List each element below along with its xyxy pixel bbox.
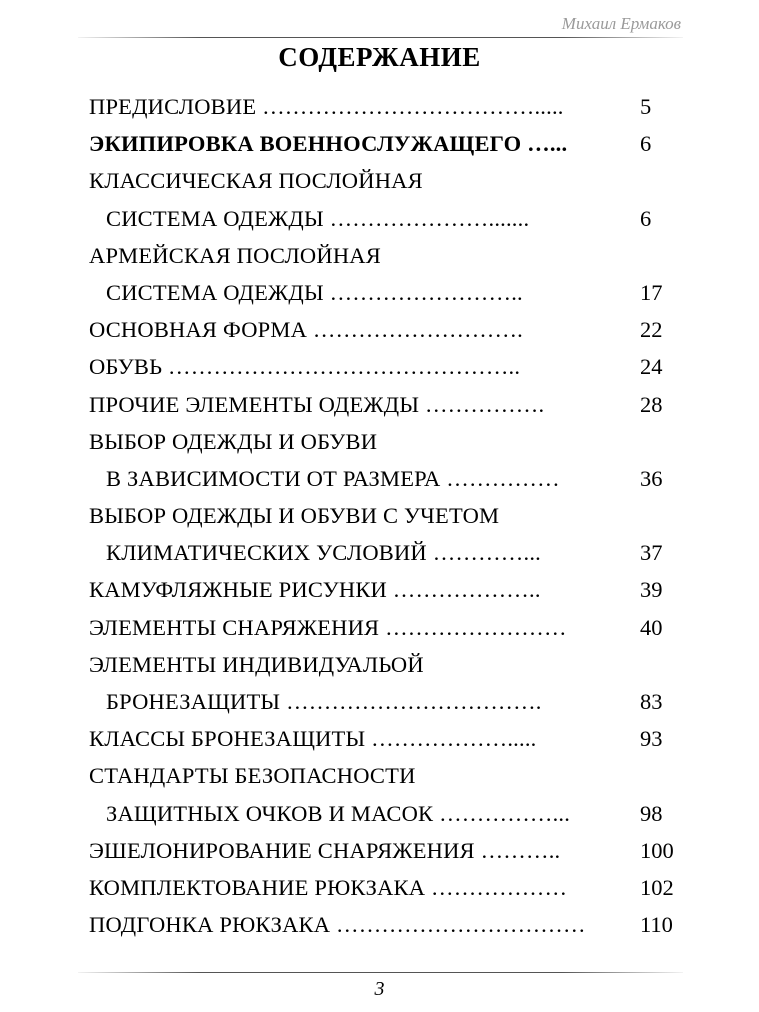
toc-entry-page: 6 [640,205,652,231]
toc-entry-page: 110 [640,912,673,938]
page-number: 3 [374,978,385,1000]
toc-entry-text: ПРОЧИЕ ЭЛЕМЕНТЫ ОДЕЖДЫ ……………. [89,391,545,417]
toc-entry-page: 100 [640,837,674,863]
toc-entry-page: 5 [640,94,652,119]
toc-entry-page: 22 [640,317,663,343]
toc-entry-page: 17 [640,279,663,305]
toc-entry-text: ЭЛЕМЕНТЫ СНАРЯЖЕНИЯ …………………… [89,614,567,640]
toc-entry-eyewear-standards-2 [89,795,683,832]
toc-entry-text: КЛИМАТИЧЕСКИХ УСЛОВИЙ …………... [106,540,541,566]
toc-entry-page: 6 [640,131,652,157]
toc-entry-body-armor-1 [89,646,683,683]
toc-entry-size-choice-1 [89,423,683,460]
toc-entry-text: ЭЛЕМЕНТЫ ИНДИВИДУАЛЬОЙ [89,651,424,677]
toc-entry-page: 39 [640,577,663,603]
footer-rule [78,972,683,973]
toc-entry-footwear [89,348,683,385]
toc-entry-text: ЭКИПИРОВКА ВОЕННОСЛУЖАЩЕГО …... [89,131,568,157]
toc-entry-armor-classes [89,720,683,757]
header-rule [78,37,683,38]
toc-entry-text: ЭШЕЛОНИРОВАНИЕ СНАРЯЖЕНИЯ ……….. [89,837,561,863]
toc-entry-text: АРМЕЙСКАЯ ПОСЛОЙНАЯ [89,242,381,268]
toc-entry-page: 37 [640,540,663,566]
toc-entry-page: 83 [640,689,663,714]
toc-entry-text: ВЫБОР ОДЕЖДЫ И ОБУВИ С УЧЕТОМ [89,503,500,529]
toc-entry-text: БРОНЕЗАЩИТЫ ……………………………. [106,689,542,714]
toc-entry-climate-choice-1 [89,497,683,534]
toc-entry-text: ЗАЩИТНЫХ ОЧКОВ И МАСОК ……………... [106,800,571,826]
running-header-author: Михаил Ермаков [561,14,681,33]
table-of-contents [89,88,683,943]
toc-entry-backpack-packing [89,869,683,906]
toc-entry-army-layered-1 [89,237,683,274]
toc-entry-other-clothing [89,386,683,423]
toc-entry-text: КАМУФЛЯЖНЫЕ РИСУНКИ ……………….. [89,577,541,603]
toc-entry-size-choice-2 [89,460,683,497]
toc-entry-text: СИСТЕМА ОДЕЖДЫ …………………….. [106,279,523,305]
toc-entry-backpack-fitting [89,906,683,943]
toc-entry-climate-choice-2 [89,534,683,571]
page-title: СОДЕРЖАНИЕ [278,42,481,72]
toc-entry-text: ПРЕДИСЛОВИЕ ………………………………..... [89,94,564,119]
toc-entry-text: В ЗАВИСИМОСТИ ОТ РАЗМЕРА …………… [106,465,560,491]
toc-entry-page: 40 [640,614,663,640]
toc-entry-body-armor-2 [89,683,683,720]
toc-entry-text: ОБУВЬ ……………………………………….. [89,354,521,380]
toc-entry-text: ОСНОВНАЯ ФОРМА ………………………. [89,317,523,343]
toc-entry-page: 28 [640,391,663,417]
toc-entry-page: 93 [640,726,663,752]
toc-entry-text: СИСТЕМА ОДЕЖДЫ …………………....... [106,205,530,231]
toc-entry-gear-elements [89,609,683,646]
toc-entry-page: 98 [640,800,663,826]
toc-entry-text: КЛАССЫ БРОНЕЗАЩИТЫ ………………..... [89,726,537,752]
toc-entry-equipment [89,125,683,162]
toc-entry-text: ВЫБОР ОДЕЖДЫ И ОБУВИ [89,428,378,454]
toc-entry-army-layered-2 [89,274,683,311]
toc-entry-text: КОМПЛЕКТОВАНИЕ РЮКЗАКА ……………… [89,874,568,900]
toc-entry-page: 24 [640,354,663,380]
toc-entry-basic-uniform [89,311,683,348]
toc-entry-page: 36 [640,465,663,491]
toc-entry-gear-echelon [89,832,683,869]
toc-entry-text: СТАНДАРТЫ БЕЗОПАСНОСТИ [89,763,416,789]
toc-entry-classic-layered-2 [89,200,683,237]
toc-entry-page: 102 [640,874,674,900]
toc-entry-eyewear-standards-1 [89,757,683,794]
toc-entry-preface [89,88,683,125]
toc-entry-text: КЛАССИЧЕСКАЯ ПОСЛОЙНАЯ [89,168,423,194]
toc-entry-camouflage [89,571,683,608]
toc-entry-text: ПОДГОНКА РЮКЗАКА …………………………… [89,912,586,938]
toc-entry-classic-layered-1 [89,162,683,199]
